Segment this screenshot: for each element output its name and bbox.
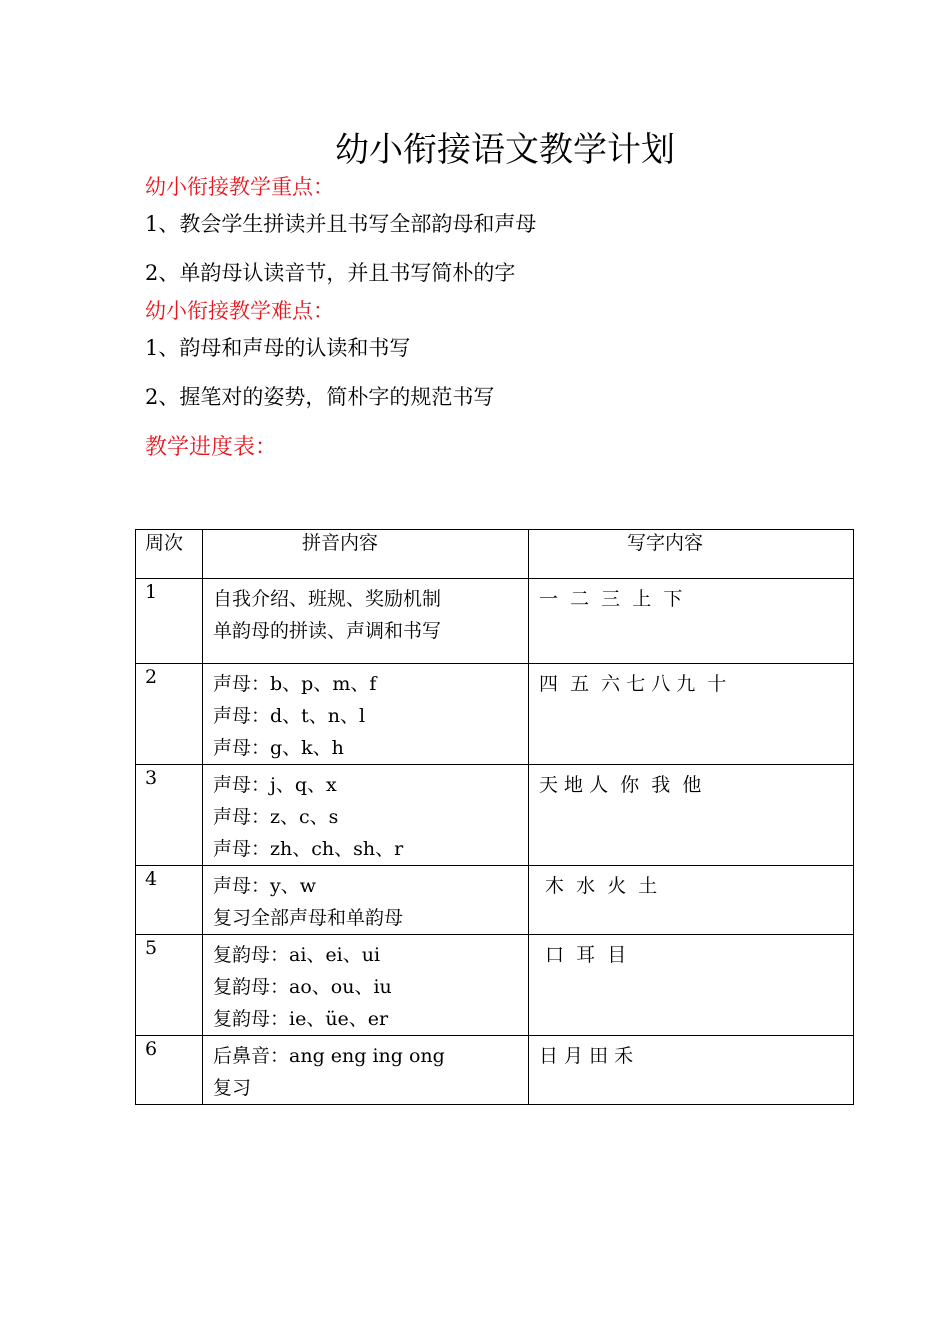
header-week: 周次 xyxy=(145,532,184,554)
pinyin-line: 后鼻音：ang eng ing ong xyxy=(213,1045,445,1067)
pinyin-cell xyxy=(203,1036,529,1105)
writing-cell xyxy=(529,664,854,765)
pinyin-line: 自我介绍、班规、奖励机制 xyxy=(213,588,442,610)
pinyin-line: 声母：zh、ch、sh、r xyxy=(213,838,404,860)
pinyin-line: 声母：j、q、x xyxy=(213,774,337,796)
header-writing: 写字内容 xyxy=(627,532,704,554)
schedule-heading: 教学进度表： xyxy=(145,435,278,460)
pinyin-line: 复韵母：ie、üe、er xyxy=(213,1008,389,1030)
writing-cell xyxy=(529,765,854,866)
week-number: 1 xyxy=(145,581,158,603)
week-cell xyxy=(136,579,203,664)
week-cell xyxy=(136,1036,203,1105)
header-week-cell xyxy=(136,530,203,579)
table-row xyxy=(136,765,854,866)
document-title: 幼小衔接语文教学计划 xyxy=(335,130,675,170)
header-writing-cell xyxy=(529,530,854,579)
pinyin-line: 复韵母：ai、ei、ui xyxy=(213,944,381,966)
header-pinyin: 拼音内容 xyxy=(302,532,379,554)
week-number: 6 xyxy=(145,1038,158,1060)
writing-cell xyxy=(529,1036,854,1105)
table-row xyxy=(136,935,854,1036)
table-row xyxy=(136,579,854,664)
pinyin-line: 声母：b、p、m、f xyxy=(213,673,377,695)
schedule-table xyxy=(135,529,854,1105)
pinyin-line: 声母：z、c、s xyxy=(213,806,339,828)
pinyin-cell xyxy=(203,664,529,765)
pinyin-line: 声母：d、t、n、l xyxy=(213,705,366,727)
pinyin-line: 单韵母的拼读、声调和书写 xyxy=(213,620,442,642)
writing-cell xyxy=(529,579,854,664)
week-cell xyxy=(136,765,203,866)
pinyin-line: 声母：g、k、h xyxy=(213,737,344,759)
key-point-1: 1、教会学生拼读并且书写全部韵母和声母 xyxy=(145,212,537,236)
table-row xyxy=(136,664,854,765)
difficulties-heading: 幼小衔接教学难点： xyxy=(145,299,334,323)
pinyin-cell xyxy=(203,765,529,866)
week-cell xyxy=(136,935,203,1036)
week-number: 5 xyxy=(145,937,158,959)
writing-characters: 天 地 人 你 我 他 xyxy=(539,774,702,796)
pinyin-line: 复习全部声母和单韵母 xyxy=(213,907,404,929)
table-row xyxy=(136,866,854,935)
pinyin-cell xyxy=(203,935,529,1036)
writing-cell xyxy=(529,866,854,935)
pinyin-cell xyxy=(203,866,529,935)
difficulty-1: 1、韵母和声母的认读和书写 xyxy=(145,336,411,360)
pinyin-line: 复习 xyxy=(213,1077,252,1099)
table-header-row xyxy=(136,530,854,579)
writing-characters: 日 月 田 禾 xyxy=(539,1045,634,1067)
week-number: 2 xyxy=(145,666,158,688)
writing-characters: 一 二 三 上 下 xyxy=(539,588,683,610)
table-row xyxy=(136,1036,854,1105)
difficulty-2: 2、握笔对的姿势，简朴字的规范书写 xyxy=(145,385,495,409)
key-points-heading: 幼小衔接教学重点： xyxy=(145,175,334,199)
header-pinyin-cell xyxy=(203,530,529,579)
writing-cell xyxy=(529,935,854,1036)
pinyin-line: 声母：y、w xyxy=(213,875,316,897)
writing-characters: 四 五 六 七 八 九 十 xyxy=(539,673,727,695)
pinyin-cell xyxy=(203,579,529,664)
writing-characters: 木 水 火 土 xyxy=(539,875,658,897)
pinyin-line: 复韵母：ao、ou、iu xyxy=(213,976,392,998)
week-cell xyxy=(136,664,203,765)
week-number: 3 xyxy=(145,767,158,789)
key-point-2: 2、单韵母认读音节，并且书写简朴的字 xyxy=(145,261,516,285)
writing-characters: 口 耳 目 xyxy=(539,944,627,966)
week-number: 4 xyxy=(145,868,158,890)
week-cell xyxy=(136,866,203,935)
